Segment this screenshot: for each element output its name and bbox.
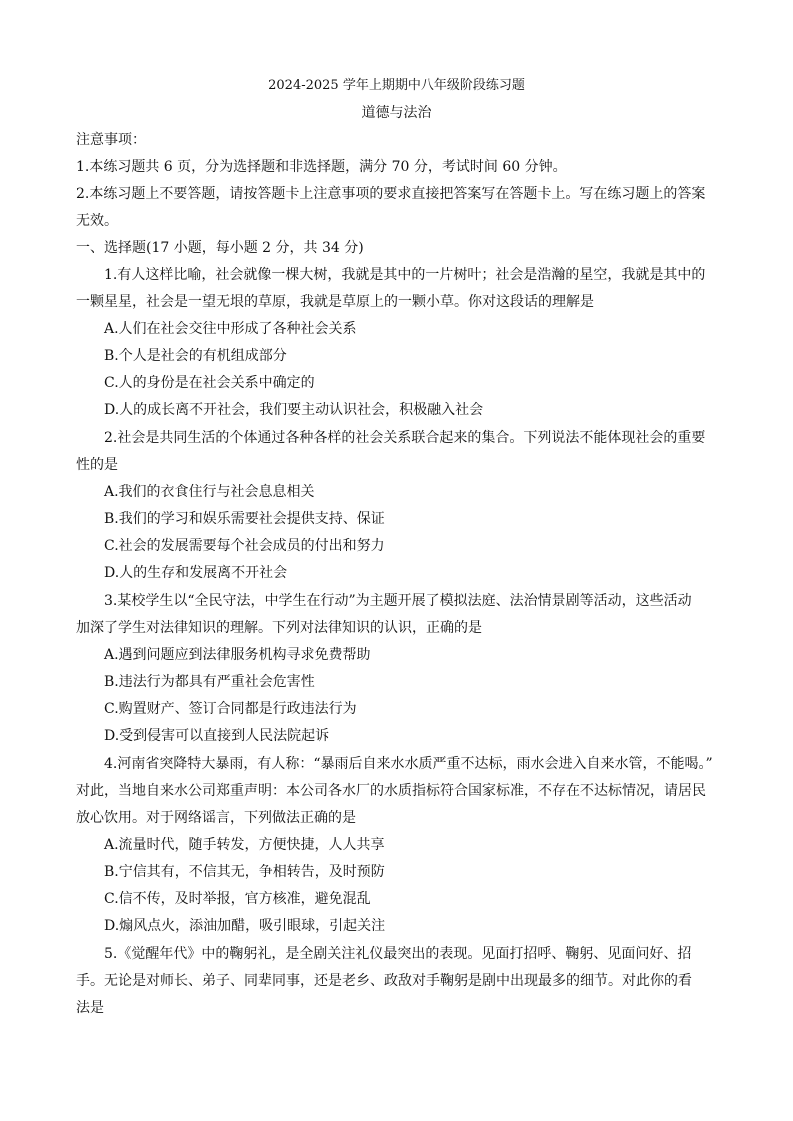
question-stem: 一颗星星，社会是一望无垠的草原，我就是草原上的一颗小草。你对这段话的理解是 <box>76 294 594 310</box>
exam-title: 2024-2025 学年上期期中八年级阶段练习题 <box>268 78 525 93</box>
question-stem: 加深了学生对法律知识的理解。下列对法律知识的认识，正确的是 <box>76 620 482 636</box>
question-stem: 3.某校学生以“全民守法，中学生在行动”为主题开展了模拟法庭、法治情景剧等活动，这些活动 <box>104 593 692 609</box>
question-option: A.我们的衣食住行与社会息息相关 <box>104 484 315 500</box>
question-option: B.违法行为都具有严重社会危害性 <box>104 674 315 690</box>
question-option: C.信不传，及时举报，官方核准，避免混乱 <box>104 891 371 907</box>
subject-title: 道德与法治 <box>361 105 432 121</box>
question-stem: 法是 <box>76 1000 104 1016</box>
question-stem: 1.有人这样比喻，社会就像一棵大树，我就是其中的一片树叶；社会是浩瀚的星空，我就是其中的 <box>104 267 706 283</box>
question-option: B.宁信其有，不信其无，争相转告，及时预防 <box>104 864 385 880</box>
question-option: B.我们的学习和娱乐需要社会提供支持、保证 <box>104 511 385 527</box>
question-option: A.流量时代，随手转发，方便快捷，人人共享 <box>104 837 385 853</box>
question-stem: 2.社会是共同生活的个体通过各种各样的社会关系联合起来的集合。下列说法不能体现社会的重要 <box>104 430 706 446</box>
section-heading: 一、选择题(17 小题，每小题 2 分，共 34 分) <box>76 240 364 256</box>
question-option: D.煽风点火，添油加醋，吸引眼球，引起关注 <box>104 918 386 934</box>
question-stem: 手。无论是对师长、弟子、同辈同事，还是老乡、政敌对手鞠躬是剧中出现最多的细节。对此你的看 <box>76 973 692 989</box>
question-stem: 4.河南省突降特大暴雨，有人称：“暴雨后自来水水质严重不达标，雨水会进入自来水管，不能喝。” <box>104 756 713 772</box>
question-stem: 性的是 <box>76 457 118 473</box>
question-option: B.个人是社会的有机组成部分 <box>104 348 287 364</box>
question-option: C.人的身份是在社会关系中确定的 <box>104 375 315 391</box>
question-option: A.遇到问题应到法律服务机构寻求免费帮助 <box>104 647 371 663</box>
notice-heading: 注意事项： <box>76 132 146 148</box>
question-option: A.人们在社会交往中形成了各种社会关系 <box>104 321 357 337</box>
question-option: D.人的生存和发展离不开社会 <box>104 565 288 581</box>
question-option: C.购置财产、签订合同都是行政违法行为 <box>104 701 357 717</box>
notice-item: 无效。 <box>76 213 118 229</box>
notice-item: 2.本练习题上不要答题，请按答题卡上注意事项的要求直接把答案写在答题卡上。写在练习题上的答案 <box>76 186 706 202</box>
question-stem: 放心饮用。对于网络谣言，下列做法正确的是 <box>76 810 356 826</box>
question-option: D.人的成长离不开社会，我们要主动认识社会，积极融入社会 <box>104 402 484 418</box>
question-option: D.受到侵害可以直接到人民法院起诉 <box>104 728 330 744</box>
notice-item: 1.本练习题共 6 页，分为选择题和非选择题，满分 70 分，考试时间 60 分钟。 <box>76 159 567 175</box>
question-stem: 对此，当地自来水公司郑重声明：本公司各水厂的水质指标符合国家标准，不存在不达标情况，请居民 <box>76 783 706 799</box>
question-option: C.社会的发展需要每个社会成员的付出和努力 <box>104 538 385 554</box>
question-stem: 5.《觉醒年代》中的鞠躬礼，是全剧关注礼仪最突出的表现。见面打招呼、鞠躬、见面问好、招 <box>104 946 692 962</box>
